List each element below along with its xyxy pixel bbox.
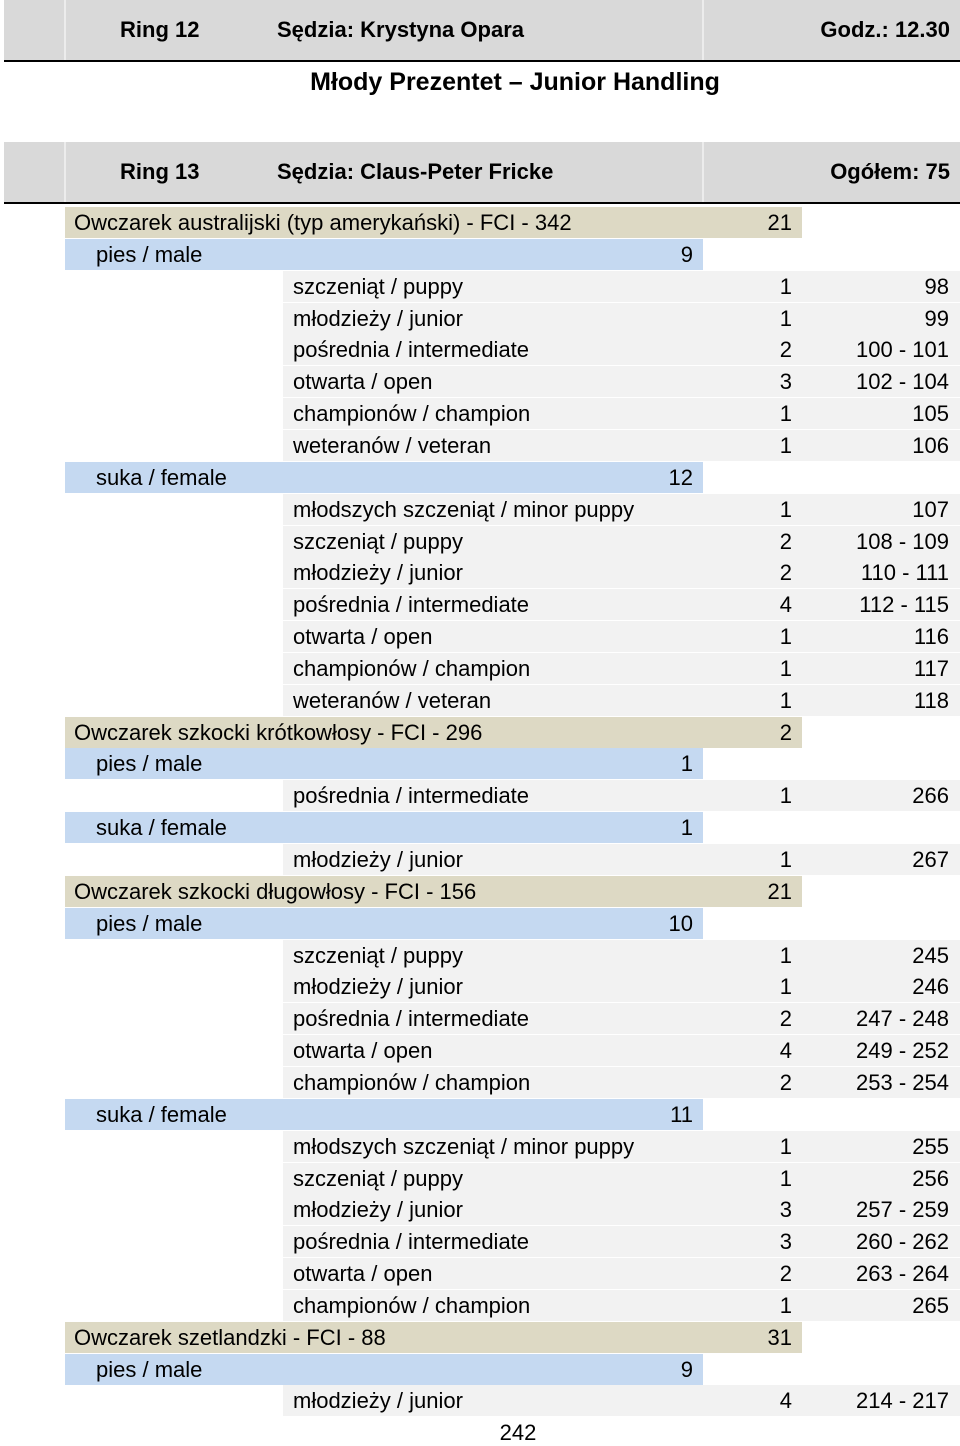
sex-label: suka / female [96, 1101, 227, 1127]
class-count: 2 [779, 337, 792, 363]
breed-count: 21 [767, 210, 792, 235]
class-label: młodzieży / junior [293, 305, 463, 331]
class-row [0, 334, 960, 366]
class-row [0, 589, 960, 621]
header-divider [702, 0, 704, 60]
class-count: 1 [779, 687, 792, 713]
catalog-numbers: 106 [912, 432, 949, 458]
class-count: 3 [779, 369, 792, 395]
class-count: 1 [779, 783, 792, 809]
judge-label: Sędzia: Claus-Peter Fricke [277, 159, 554, 184]
class-label: pośrednia / intermediate [293, 337, 530, 363]
class-count: 1 [779, 432, 792, 458]
ring-13-header [4, 142, 960, 204]
breed-count: 31 [767, 1324, 792, 1350]
sex-count: 9 [680, 241, 693, 267]
class-row [0, 971, 960, 1003]
ring-12-header [4, 0, 960, 62]
class-row [0, 494, 960, 526]
class-label: otwarta / open [293, 1261, 433, 1287]
class-label: championów / champion [293, 1292, 531, 1318]
catalog-numbers: 214 - 217 [856, 1388, 949, 1414]
class-count: 1 [779, 655, 792, 681]
catalog-numbers: 105 [912, 401, 949, 427]
ring-label: Ring 12 [120, 17, 200, 42]
class-label: młodszych szczeniąt / minor puppy [293, 496, 635, 522]
class-row [0, 1035, 960, 1067]
class-count: 1 [779, 305, 792, 331]
breed-count: 21 [767, 878, 792, 904]
class-row [0, 1385, 960, 1417]
sex-label: pies / male [96, 241, 203, 267]
class-count: 1 [779, 847, 792, 872]
breed-row [0, 1322, 960, 1354]
class-row [0, 1067, 960, 1099]
sex-label: pies / male [96, 910, 203, 936]
catalog-numbers: 110 - 111 [860, 560, 949, 586]
sex-row [0, 462, 960, 494]
class-count: 4 [779, 1388, 792, 1414]
class-label: weteranów / veteran [293, 432, 492, 458]
sex-label: suka / female [96, 815, 227, 841]
class-label: pośrednia / intermediate [293, 1229, 530, 1255]
sex-row [0, 908, 960, 940]
sex-count: 1 [680, 751, 693, 777]
catalog-numbers: 247 - 248 [856, 1006, 949, 1032]
catalog-numbers: 118 [913, 687, 949, 713]
class-row [0, 1194, 960, 1226]
class-count: 3 [779, 1229, 792, 1255]
sex-label: pies / male [96, 1356, 203, 1382]
class-row [0, 685, 960, 717]
class-label: młodzieży / junior [293, 560, 463, 586]
catalog-numbers: 98 [924, 273, 949, 299]
class-row [0, 430, 960, 462]
sex-label: pies / male [96, 751, 203, 777]
sex-row [0, 1354, 960, 1386]
class-label: otwarta / open [293, 624, 433, 650]
class-row [0, 557, 960, 589]
class-label: championów / champion [293, 401, 531, 427]
class-row [0, 653, 960, 685]
class-count: 1 [779, 1133, 792, 1159]
header-divider [64, 142, 66, 202]
class-label: młodzieży / junior [293, 1197, 463, 1223]
page-number: 242 [499, 1420, 537, 1445]
class-row [0, 621, 960, 653]
class-row [0, 1226, 960, 1258]
catalog-numbers: 256 [912, 1165, 949, 1191]
catalog-numbers: 255 [912, 1133, 949, 1159]
sex-row [0, 239, 960, 271]
class-label: szczeniąt / puppy [293, 528, 463, 554]
class-label: otwarta / open [293, 1038, 433, 1064]
class-label: pośrednia / intermediate [293, 783, 530, 809]
section-title: Młody Prezentet – Junior Handling [310, 68, 720, 96]
catalog-numbers: 267 [912, 847, 949, 872]
class-row [0, 1258, 960, 1290]
class-row [0, 526, 960, 558]
class-count: 1 [779, 942, 792, 968]
class-count: 1 [779, 974, 792, 1000]
class-row [0, 303, 960, 335]
class-count: 1 [779, 624, 792, 650]
class-label: weteranów / veteran [293, 687, 492, 713]
breed-count: 2 [779, 719, 792, 745]
sex-label: suka / female [96, 464, 227, 490]
class-label: pośrednia / intermediate [293, 592, 530, 618]
catalog-numbers: 265 [912, 1292, 949, 1318]
class-count: 1 [779, 1165, 792, 1191]
class-count: 2 [779, 1261, 792, 1287]
catalog-numbers: 245 [912, 942, 949, 968]
breed-name: Owczarek australijski (typ amerykański) - FCI - 342 [74, 210, 572, 235]
class-label: młodzieży / junior [293, 847, 463, 872]
catalog-numbers: 253 - 254 [856, 1069, 949, 1095]
class-label: championów / champion [293, 1069, 531, 1095]
class-row [0, 398, 960, 430]
class-label: szczeniąt / puppy [293, 1165, 463, 1191]
class-count: 1 [779, 1292, 792, 1318]
sex-count: 1 [680, 815, 693, 841]
class-label: młodzieży / junior [293, 1388, 463, 1414]
class-count: 2 [779, 1069, 792, 1095]
class-count: 4 [779, 592, 792, 618]
catalog-numbers: 99 [924, 305, 949, 331]
class-row [0, 780, 960, 812]
class-count: 2 [779, 528, 792, 554]
catalog-numbers: 102 - 104 [856, 369, 949, 395]
catalog-numbers: 107 [912, 496, 949, 522]
class-row [0, 366, 960, 398]
breed-name: Owczarek szkocki krótkowłosy - FCI - 296 [74, 719, 483, 745]
sex-count: 9 [680, 1356, 693, 1382]
judge-label: Sędzia: Krystyna Opara [277, 17, 524, 42]
catalog-numbers: 246 [912, 974, 949, 1000]
class-count: 4 [779, 1038, 792, 1064]
breed-name: Owczarek szetlandzki - FCI - 88 [74, 1324, 386, 1350]
class-label: młodzieży / junior [293, 974, 463, 1000]
class-row [0, 940, 960, 972]
sex-row [0, 812, 960, 844]
sex-row [0, 1099, 960, 1131]
class-row [0, 1131, 960, 1163]
class-count: 2 [779, 560, 792, 586]
class-label: pośrednia / intermediate [293, 1006, 530, 1032]
catalog-numbers: 266 [912, 783, 949, 809]
catalog-numbers: 100 - 101 [856, 337, 949, 363]
catalog-numbers: 116 [913, 624, 949, 650]
sex-row [0, 748, 960, 780]
catalog-numbers: 108 - 109 [856, 528, 949, 554]
catalog-numbers: 117 [913, 655, 949, 681]
class-row [0, 844, 960, 876]
class-row [0, 271, 960, 303]
class-count: 1 [779, 496, 792, 522]
header-divider [64, 0, 66, 60]
time-label: Godz.: 12.30 [820, 17, 950, 42]
catalog-numbers: 257 - 259 [856, 1197, 949, 1223]
class-label: otwarta / open [293, 369, 433, 395]
catalog-numbers: 249 - 252 [856, 1038, 949, 1064]
class-count: 1 [779, 401, 792, 427]
sex-count: 11 [670, 1101, 693, 1127]
class-count: 2 [779, 1006, 792, 1032]
catalog-numbers: 260 - 262 [856, 1229, 949, 1255]
class-row [0, 1003, 960, 1035]
class-count: 3 [779, 1197, 792, 1223]
breed-name: Owczarek szkocki długowłosy - FCI - 156 [74, 878, 477, 904]
header-divider [702, 142, 704, 202]
class-label: młodszych szczeniąt / minor puppy [293, 1133, 635, 1159]
ring-label: Ring 13 [120, 159, 200, 184]
class-label: championów / champion [293, 655, 531, 681]
sex-count: 12 [668, 464, 693, 490]
catalog-numbers: 112 - 115 [859, 592, 949, 618]
breed-row [0, 876, 960, 908]
class-row [0, 1163, 960, 1195]
breed-row [0, 717, 960, 749]
sex-count: 10 [668, 910, 693, 936]
class-count: 1 [779, 273, 792, 299]
class-row [0, 1290, 960, 1322]
class-label: szczeniąt / puppy [293, 273, 463, 299]
class-label: szczeniąt / puppy [293, 942, 463, 968]
total-label: Ogółem: 75 [830, 159, 950, 184]
breed-row [0, 207, 960, 239]
catalog-numbers: 263 - 264 [856, 1261, 949, 1287]
